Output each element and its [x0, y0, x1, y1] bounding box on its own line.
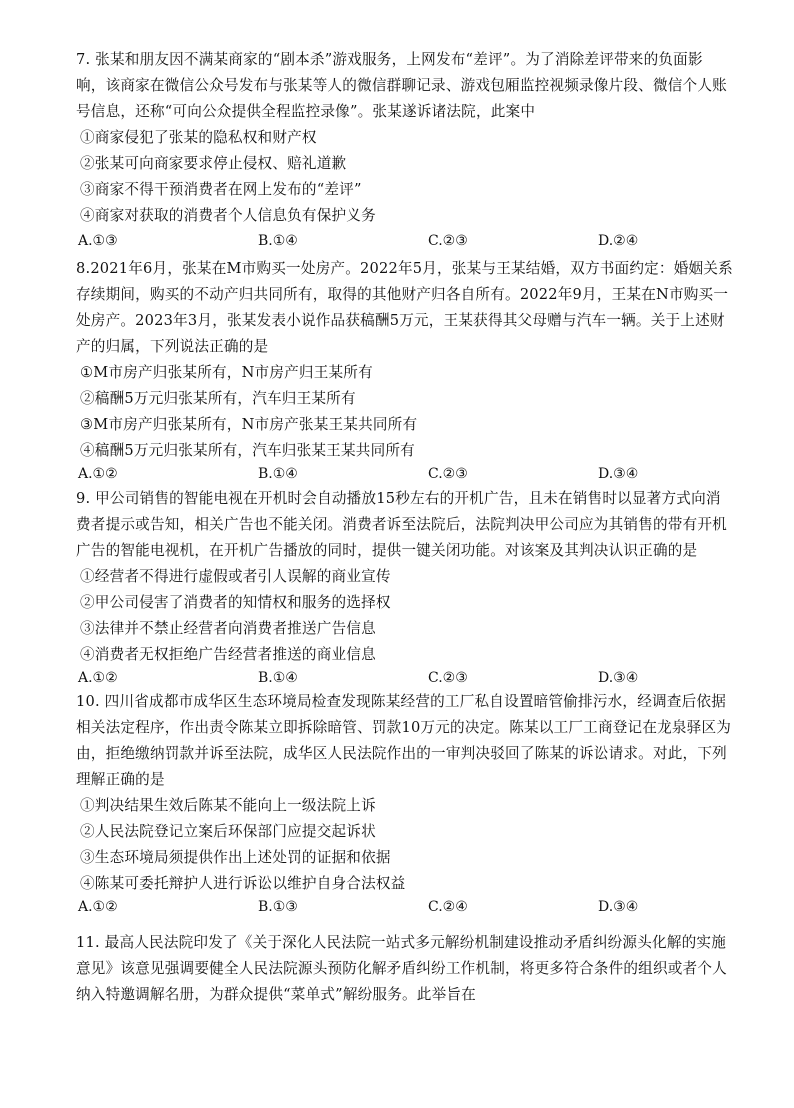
choice-b: B.①④ — [258, 233, 298, 249]
question-stem-line: 7. 张某和朋友因不满某商家的“剧本杀”游戏服务，上网发布“差评”。为了消除差评带来的负面影 — [76, 51, 703, 68]
question-stem-line: 9. 甲公司销售的智能电视在开机时会自动播放15秒左右的开机广告，且未在销售时以显著方式向消 — [76, 490, 721, 507]
statement-item: ③生态环境局须提供作出上述处罚的证据和依据 — [80, 849, 391, 866]
statement-item: ④稿酬5万元归张某所有，汽车归张某王某共同所有 — [80, 442, 415, 459]
question-8 — [76, 256, 776, 482]
question-stem-line: 处房产。2023年3月，张某发表小说作品获稿酬5万元，王某获得其父母赠与汽车一辆。关于上述财 — [76, 312, 725, 329]
statement-item: ④商家对获取的消费者个人信息负有保护义务 — [80, 207, 376, 224]
answer-choices — [76, 462, 776, 486]
statement-item: ②张某可向商家要求停止侵权、赔礼道歉 — [80, 155, 347, 172]
question-11 — [76, 930, 776, 1008]
question-9 — [76, 486, 776, 686]
choice-a: A.①② — [78, 466, 118, 482]
statement-item: ④消费者无权拒绝广告经营者推送的商业信息 — [80, 646, 376, 663]
question-stem-line: 相关法定程序，作出责令陈某立即拆除暗管、罚款10万元的决定。陈某以工厂工商登记在龙泉驿区为 — [76, 719, 732, 736]
question-stem-line: 号信息，还称“可向公众提供全程监控录像”。张某遂诉诸法院，此案中 — [76, 103, 536, 120]
question-stem-line: 费者提示或告知，相关广告也不能关闭。消费者诉至法院后，法院判决甲公司应为其销售的带有开机 — [76, 516, 727, 533]
choice-c: C.②③ — [428, 233, 468, 249]
question-stem-line: 由，拒绝缴纳罚款并诉至法院，成华区人民法院作出的一审判决驳回了陈某的诉讼请求。对此，下列 — [76, 745, 727, 762]
answer-choices — [76, 895, 776, 919]
choice-d: D.②④ — [598, 233, 639, 249]
statement-item: ①经营者不得进行虚假或者引人误解的商业宣传 — [80, 568, 391, 585]
question-7 — [76, 47, 776, 249]
choice-b: B.①④ — [258, 670, 298, 686]
choice-a: A.①③ — [78, 233, 118, 249]
choice-b: B.①③ — [258, 899, 298, 915]
question-stem-line: 8.2021年6月，张某在M市购买一处房产。2022年5月，张某与王某结婚，双方书面约定：婚姻关系 — [76, 260, 733, 277]
question-stem-line: 10. 四川省成都市成华区生态环境局检查发现陈某经营的工厂私自设置暗管偷排污水，经调查后依据 — [76, 693, 726, 710]
answer-choices — [76, 666, 776, 690]
choice-c: C.②③ — [428, 466, 468, 482]
choice-a: A.①② — [78, 899, 118, 915]
question-stem-line: 理解正确的是 — [76, 771, 165, 788]
question-stem-line: 纳入特邀调解名册，为群众提供“菜单式”解纷服务。此举旨在 — [76, 986, 476, 1003]
question-stem-line: 响，该商家在微信公众号发布与张某等人的微信群聊记录、游戏包厢监控视频录像片段、微信个人账 — [76, 77, 727, 94]
answer-choices — [76, 229, 776, 253]
statement-item: ①判决结果生效后陈某不能向上一级法院上诉 — [80, 797, 376, 814]
statement-item: ②甲公司侵害了消费者的知情权和服务的选择权 — [80, 594, 391, 611]
choice-d: D.③④ — [598, 466, 639, 482]
statement-item: ③M市房产归张某所有，N市房产张某王某共同所有 — [80, 416, 418, 433]
statement-item: ①M市房产归张某所有，N市房产归王某所有 — [80, 364, 373, 381]
question-stem-line: 11. 最高人民法院印发了《关于深化人民法院一站式多元解纷机制建设推动矛盾纠纷源头化解的实施 — [76, 934, 726, 951]
statement-item: ①商家侵犯了张某的隐私权和财产权 — [80, 129, 317, 146]
question-stem-line: 存续期间，购买的不动产归共同所有，取得的其他财产归各自所有。2022年9月，王某在N市购买一 — [76, 286, 729, 303]
question-10 — [76, 689, 776, 915]
statement-item: ③商家不得干预消费者在网上发布的“差评” — [80, 181, 362, 198]
choice-c: C.②③ — [428, 670, 468, 686]
statement-item: ③法律并不禁止经营者向消费者推送广告信息 — [80, 620, 376, 637]
choice-c: C.②④ — [428, 899, 468, 915]
choice-a: A.①② — [78, 670, 118, 686]
statement-item: ②稿酬5万元归张某所有，汽车归王某所有 — [80, 390, 356, 407]
choice-d: D.③④ — [598, 670, 639, 686]
statement-item: ②人民法院登记立案后环保部门应提交起诉状 — [80, 823, 376, 840]
choice-d: D.③④ — [598, 899, 639, 915]
question-stem-line: 产的归属，下列说法正确的是 — [76, 338, 269, 355]
choice-b: B.①④ — [258, 466, 298, 482]
question-stem-line: 意见》该意见强调要健全人民法院源头预防化解矛盾纠纷工作机制，将更多符合条件的组织或者个人 — [76, 960, 727, 977]
question-stem-line: 广告的智能电视机，在开机广告播放的同时，提供一键关闭功能。对该案及其判决认识正确的是 — [76, 542, 698, 559]
statement-item: ④陈某可委托辩护人进行诉讼以维护自身合法权益 — [80, 875, 406, 892]
